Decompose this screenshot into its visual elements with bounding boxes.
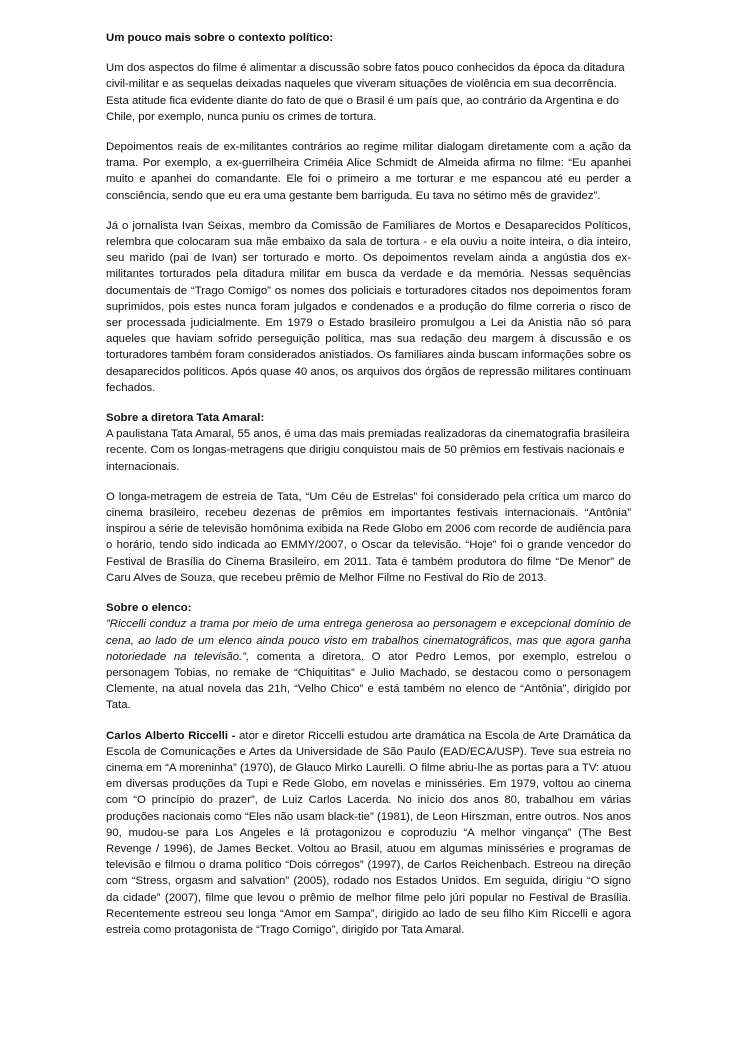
director-quote: ”Riccelli conduz a trama por meio de uma entrega generosa ao personagem e excepcional domínio de cena, ao lado de um elenco ainda pouco visto em trabalhos cinematográficos, mas que agora ganha notoriedade na televisão.”, [106, 618, 631, 663]
riccelli-name: Carlos Alberto Riccelli - [106, 729, 236, 742]
paragraph-cast [106, 616, 631, 713]
section-heading-political-context: Um pouco mais sobre o contexto político: [106, 32, 334, 44]
riccelli-bio-text: ator e diretor Riccelli estudou arte dramática na Escola de Arte Dramática da Escola de Comunicações e Artes da Universidade de São Paulo (EAD/ECA/USP). Teve sua estreia no cinema em “A moreninha” (1970), de Glauco Mirko Laurelli. O filme abriu-lhe as portas para a TV: atuou em diversas produções da Tupi e Rede Globo, em novelas e minisséries. Em 1979, voltou ao cinema com “O princípio do prazer”, de Luiz Carlos Lacerda. No início dos anos 80, trabalhou em várias produções nacionais como “Eles não usam black-tie” (1981), de Leon Hirszman, entre outros. Nos anos 90, mudou-se para Los Angeles e lá protagonizou e coproduziu “A melhor vingança” (The Best Revenge / 1996), de James Becket. Voltou ao Brasil, atuou em algumas minisséries e programas de televisão e filmou o drama político “Dois córregos” (1997), de Carlos Reichenbach. Estreou na direção com “Stress, orgasm and salvation” (2005), rodado nos Estados Unidos. Em seguida, dirigiu “O signo da cidade” (2007), filme que levou o prêmio de melhor filme pelo júri popular no Festival de Brasília. Recentemente estreou seu longa “Amor em Sampa”, dirigido ao lado de seu filho Kim Riccelli e agora estreia como protagonista de “Trago Comigo”, dirigido por Tata Amaral. [106, 729, 631, 936]
paragraph-director-films: O longa-metragem de estreia de Tata, “Um Céu de Estrelas” foi considerado pela crítica um marco do cinema brasileiro, recebeu dezenas de prêmios em importantes festivais internacionais. “Antônia” inspirou a série de televisão homônima exibida na Rede Globo em 2006 com recorde de audiência para o horário, tendo sido indicada ao EMMY/2007, o Oscar da televisão. “Hoje” foi o grande vencedor do Festival de Brasília do Cinema Brasileiro, em 2011. Tata é também produtora do filme “De Menor” de Caru Alves de Souza, que recebeu prêmio de Melhor Filme no Festival do Rio de 2013. [106, 490, 631, 584]
section-heading-cast: Sobre o elenco: [106, 602, 192, 615]
paragraph-riccelli-bio [106, 728, 631, 939]
cast-description: comenta a diretora. O ator Pedro Lemos, por exemplo, estrelou o personagem Tobias, no remake de “Chiquititas” e Julio Machado, se destacou como o personagem Clemente, na atual novela das 21h, “Velho Chico” e está também no elenco de “Antônia”, dirigido por Tata. [106, 650, 631, 712]
paragraph-testimonies: Depoimentos reais de ex-militantes contrários ao regime militar dialogam diretamente com a ação da trama. Por exemplo, a ex-guerrilheira Criméia Alice Schmidt de Almeida afirma no filme: “Eu apanhei muito e apanhei do comandante. Ele foi o primeiro a me torturar e me espancou até eu perder a consciência, sendo que eu era uma gestante bem barriguda. Eu tava no sétimo mês de gravidez”. [106, 141, 631, 202]
paragraph-ivan-seixas: Já o jornalista Ivan Seixas, membro da Comissão de Familiares de Mortos e Desaparecidos Políticos, relembra que colocaram sua mãe embaixo da sala de tortura - e ela ouviu a noite inteira, o dia inteiro, seu marido (pai de Ivan) ser torturado e morto. Os depoimentos revelam ainda a angústia dos ex-militantes torturados pela ditadura militar em busca da verdade e da memória. Nessas sequências documentais de “Trago Comigo” os nomes dos policiais e torturadores citados nos depoimentos foram suprimidos, pois estes nunca foram julgados e condenados e a produção do filme correria o risco de ser processada judicialmente. Em 1979 o Estado brasileiro promulgou a Lei da Anistia não só para aqueles que haviam sofrido perseguição política, mas sua redação deu margem à discussão e os torturadores também foram considerados anistiados. Os familiares ainda buscam informações sobre os desaparecidos políticos. Após quase 40 anos, os arquivos dos órgãos de repressão militares continuam fechados. [106, 219, 631, 394]
section-heading-director: Sobre a diretora Tata Amaral: [106, 412, 265, 425]
paragraph-film-discussion: Um dos aspectos do filme é alimentar a discussão sobre fatos pouco conhecidos da época da ditadura civil-militar e as sequelas deixadas naqueles que viveram situações de violência em sua decorrência. Esta atitude fica evidente diante do fato de que o Brasil é um país que, ao contrário da Argentina e do Chile, por exemplo, nunca puniu os crimes de tortura. [106, 62, 625, 123]
paragraph-director-intro: A paulistana Tata Amaral, 55 anos, é uma das mais premiadas realizadoras da cinematografia brasileira recente. Com os longas-metragens que dirigiu conquistou mais de 50 prêmios em festivais nacionais e internacionais. [106, 428, 630, 473]
